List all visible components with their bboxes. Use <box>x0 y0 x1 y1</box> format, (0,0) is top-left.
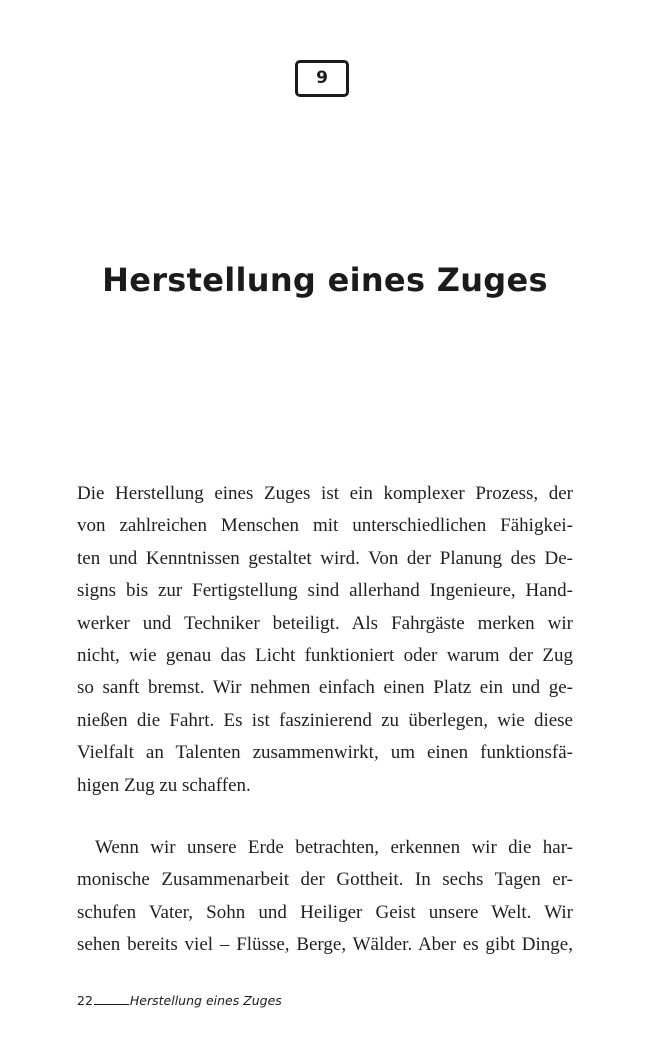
text-line: nießen die Fahrt. Es ist faszinierend zu überlegen, wie diese <box>77 709 573 731</box>
chapter-title: Herstellung eines Zuges <box>102 261 548 299</box>
page-footer <box>77 993 282 1008</box>
text-line: Wenn wir unsere Erde betrachten, erkennen wir die har- <box>95 836 573 858</box>
text-line: Die Herstellung eines Zuges ist ein komplexer Prozess, der <box>77 483 573 504</box>
text-line: monische Zusammenarbeit der Gottheit. In sechs Tagen er- <box>77 869 573 891</box>
paragraph-gap <box>77 802 573 832</box>
text-line: higen Zug zu schaffen. <box>77 774 251 796</box>
text-line: sehen bereits viel – Flüsse, Berge, Wälder. Aber es gibt Dinge, <box>77 934 573 956</box>
text-line: nicht, wie genau das Licht funktioniert oder warum der Zug <box>77 644 573 666</box>
text-line: von zahlreichen Menschen mit unterschiedlichen Fähigkei- <box>77 515 573 537</box>
text-line: so sanft bremst. Wir nehmen einfach einen Platz ein und ge- <box>77 677 573 699</box>
chapter-number: 9 <box>316 68 328 88</box>
paragraph-1 <box>77 478 573 802</box>
text-line: Vielfalt an Talenten zusammenwirkt, um einen funktionsfä- <box>77 742 573 764</box>
chapter-number-box <box>295 60 349 97</box>
text-line: werker und Techniker beteiligt. Als Fahrgäste merken wir <box>77 612 573 634</box>
running-title: Herstellung eines Zuges <box>129 993 282 1008</box>
paragraph-2 <box>77 832 573 962</box>
text-line: schufen Vater, Sohn und Heiliger Geist unsere Welt. Wir <box>77 901 573 923</box>
page-number: 22 <box>77 993 93 1008</box>
body-text <box>77 478 573 961</box>
text-line: ten und Kenntnissen gestaltet wird. Von der Planung des De- <box>77 547 573 569</box>
text-line: signs bis zur Fertigstellung sind allerhand Ingenieure, Hand- <box>77 580 573 602</box>
footer-rule <box>94 1003 129 1005</box>
